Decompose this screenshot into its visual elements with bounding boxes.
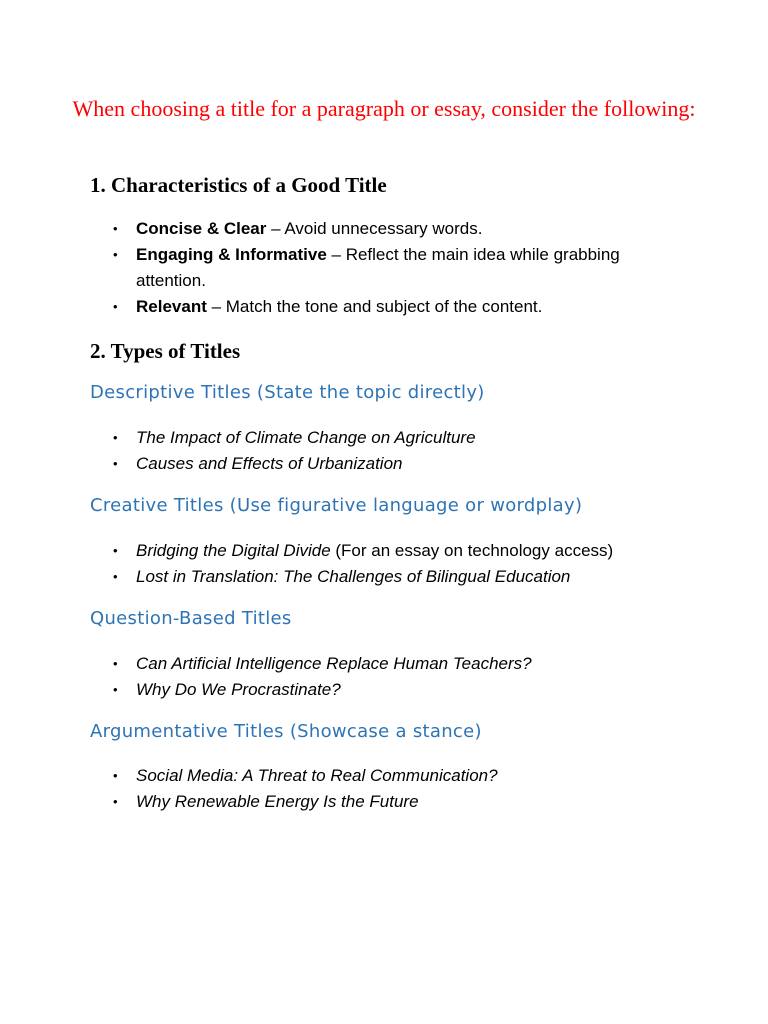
- list-item: [0, 538, 676, 564]
- example-note: (For an essay on technology access): [330, 541, 614, 560]
- bullet-icon: •: [113, 247, 118, 262]
- list-item: [0, 242, 676, 294]
- bullet-icon: •: [113, 221, 118, 236]
- subheading-descriptive: Descriptive Titles (State the topic directly): [90, 382, 485, 403]
- example-title: Why Renewable Energy Is the Future: [136, 792, 419, 811]
- subheading-creative: Creative Titles (Use figurative language or wordplay): [90, 495, 583, 516]
- section-heading-types: 2. Types of Titles: [90, 339, 241, 363]
- example-title: Can Artificial Intelligence Replace Human Teachers?: [136, 654, 532, 673]
- bullet-icon: •: [113, 456, 118, 471]
- item-term: Concise & Clear: [136, 219, 267, 238]
- item-term: Relevant: [136, 297, 207, 316]
- bullet-icon: •: [113, 768, 118, 783]
- item-description: – Match the tone and subject of the content.: [206, 297, 543, 316]
- creative-list: [0, 538, 676, 590]
- bullet-icon: •: [113, 656, 118, 671]
- list-item: [0, 651, 676, 677]
- bullet-icon: •: [113, 794, 118, 809]
- example-title: Causes and Effects of Urbanization: [136, 454, 403, 473]
- subheading-question: Question-Based Titles: [90, 608, 292, 629]
- item-description: – Reflect the main idea while grabbing attention.: [136, 245, 620, 290]
- list-item: [0, 451, 676, 477]
- list-item: [0, 564, 676, 590]
- section-heading-characteristics: 1. Characteristics of a Good Title: [90, 173, 387, 197]
- subheading-argumentative: Argumentative Titles (Showcase a stance): [90, 721, 482, 742]
- list-item: [0, 216, 676, 242]
- bullet-icon: •: [113, 682, 118, 697]
- item-description: – Avoid unnecessary words.: [266, 219, 483, 238]
- example-title: Why Do We Procrastinate?: [136, 680, 341, 699]
- argumentative-list: [0, 763, 676, 815]
- example-title: Lost in Translation: The Challenges of Bilingual Education: [136, 567, 571, 586]
- bullet-icon: •: [113, 299, 118, 314]
- question-list: [0, 651, 676, 703]
- example-title: Bridging the Digital Divide: [136, 541, 331, 560]
- list-item: [0, 677, 676, 703]
- list-item: [0, 425, 676, 451]
- list-item: [0, 294, 676, 320]
- list-item: [0, 789, 676, 815]
- bullet-icon: •: [113, 569, 118, 584]
- bullet-icon: •: [113, 543, 118, 558]
- example-title: Social Media: A Threat to Real Communication?: [136, 766, 498, 785]
- item-term: Engaging & Informative: [136, 245, 327, 264]
- characteristics-list: [0, 216, 676, 320]
- bullet-icon: •: [113, 430, 118, 445]
- intro-text: When choosing a title for a paragraph or essay, consider the following:: [72, 96, 696, 121]
- list-item: [0, 763, 676, 789]
- example-title: The Impact of Climate Change on Agriculture: [136, 428, 476, 447]
- descriptive-list: [0, 425, 676, 477]
